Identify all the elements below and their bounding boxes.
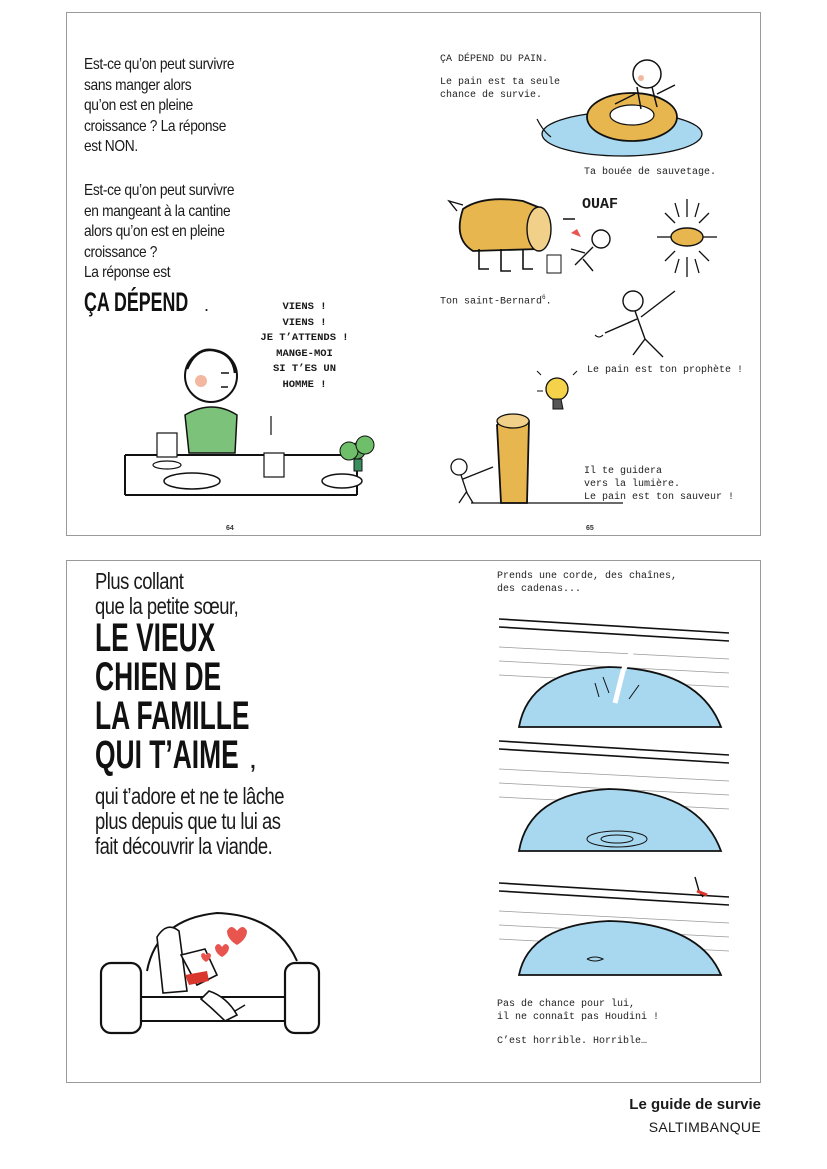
footer-publisher: SALTIMBANQUE	[648, 1119, 761, 1135]
caption-buoy: Ta bouée de sauvetage.	[584, 167, 717, 178]
bridge-panel-1	[499, 619, 729, 727]
text-line: croissance ? La réponse	[84, 117, 227, 135]
stamp-line: QUI T’AIME	[95, 733, 239, 777]
text-line: Le pain est ta seule	[440, 77, 561, 88]
caption-dog-period: .	[545, 296, 552, 308]
stamp-line: LA FAMILLE	[95, 694, 250, 738]
stamp-line: LE VIEUX	[95, 616, 216, 660]
answer-heading	[84, 287, 209, 318]
text-line: que la petite sœur,	[95, 593, 239, 619]
caption-light	[584, 465, 734, 504]
text-line: est NON.	[84, 138, 138, 155]
text-line: qu’on est en pleine	[84, 97, 193, 114]
page-number-64: 64	[226, 525, 234, 532]
text-line: vers la lumière.	[584, 479, 681, 490]
text-line: il ne connaît pas Houdini !	[497, 1012, 660, 1023]
footer-book-title: Le guide de survie	[629, 1096, 761, 1113]
dog-intro	[95, 569, 238, 619]
speech-line: SI T’ES UN	[272, 363, 336, 375]
glowing-bread-icon	[657, 199, 717, 279]
spread-pages-64-65	[66, 12, 761, 536]
text-line: alors qu’on est en pleine	[84, 223, 225, 240]
caption-dog	[440, 291, 552, 308]
answer-period: .	[204, 295, 210, 315]
speech-line: VIENS !	[282, 316, 327, 329]
text-line: plus depuis que tu lui as	[95, 808, 281, 834]
text-line: qui t’adore et ne te lâche	[95, 783, 285, 809]
caption-prophet: Le pain est ton prophète !	[587, 365, 744, 376]
left-paragraph-2	[84, 181, 234, 284]
caption-dog-text: Ton saint-Bernard	[440, 296, 543, 308]
spread-dog-page	[66, 560, 761, 1083]
left-paragraph-1	[84, 55, 234, 158]
answer-stamp: ÇA DÉPEND	[84, 287, 189, 317]
text-line: Prends une corde, des chaînes,	[497, 571, 678, 582]
bread-buoy-illustration	[537, 49, 727, 169]
speech-line: HOMME !	[282, 378, 327, 391]
text-line: fait découvrir la viande.	[95, 833, 273, 859]
text-line: Pas de chance pour lui,	[497, 999, 636, 1010]
stamp-comma: ,	[248, 742, 258, 775]
cantine-illustration	[117, 333, 367, 503]
text-line: Est-ce qu’on peut survivre	[84, 56, 235, 73]
bridge-panel-3	[499, 883, 729, 975]
text-line: sans manger alors	[84, 76, 192, 94]
text-line: Est-ce qu’on peut survivre	[84, 182, 235, 199]
text-line: des cadenas...	[497, 584, 582, 595]
text-line: La réponse est	[84, 264, 171, 281]
text-line: Le pain est ton sauveur !	[584, 492, 735, 503]
sound-ouaf: OUAF	[582, 196, 619, 213]
right-heading: ÇA DÉPEND DU PAIN.	[440, 54, 549, 65]
text-line: chance de survie.	[440, 90, 543, 101]
text-line: croissance ?	[84, 243, 158, 261]
text-line: en mangeant à la cantine	[84, 202, 231, 220]
dog-stamp-heading	[95, 616, 329, 783]
horrible-caption: C’est horrible. Horrible…	[497, 1036, 648, 1047]
footnote-mark: 6	[542, 294, 546, 301]
stamp-line: CHIEN DE	[95, 655, 222, 699]
houdini-caption	[497, 998, 659, 1024]
bridge-panel-2	[499, 741, 729, 851]
text-line: Il te guidera	[584, 466, 663, 477]
prophet-figure-illustration	[591, 283, 691, 363]
speech-line: MANGE-MOI	[276, 347, 333, 360]
text-line: Plus collant	[95, 568, 184, 594]
page-number-65: 65	[586, 525, 594, 532]
dog-outro	[95, 784, 284, 859]
speech-line: VIENS !	[282, 301, 327, 313]
speech-line: JE T’ATTENDS !	[260, 332, 349, 344]
rope-intro	[497, 570, 677, 596]
couch-dog-illustration	[97, 901, 327, 1041]
